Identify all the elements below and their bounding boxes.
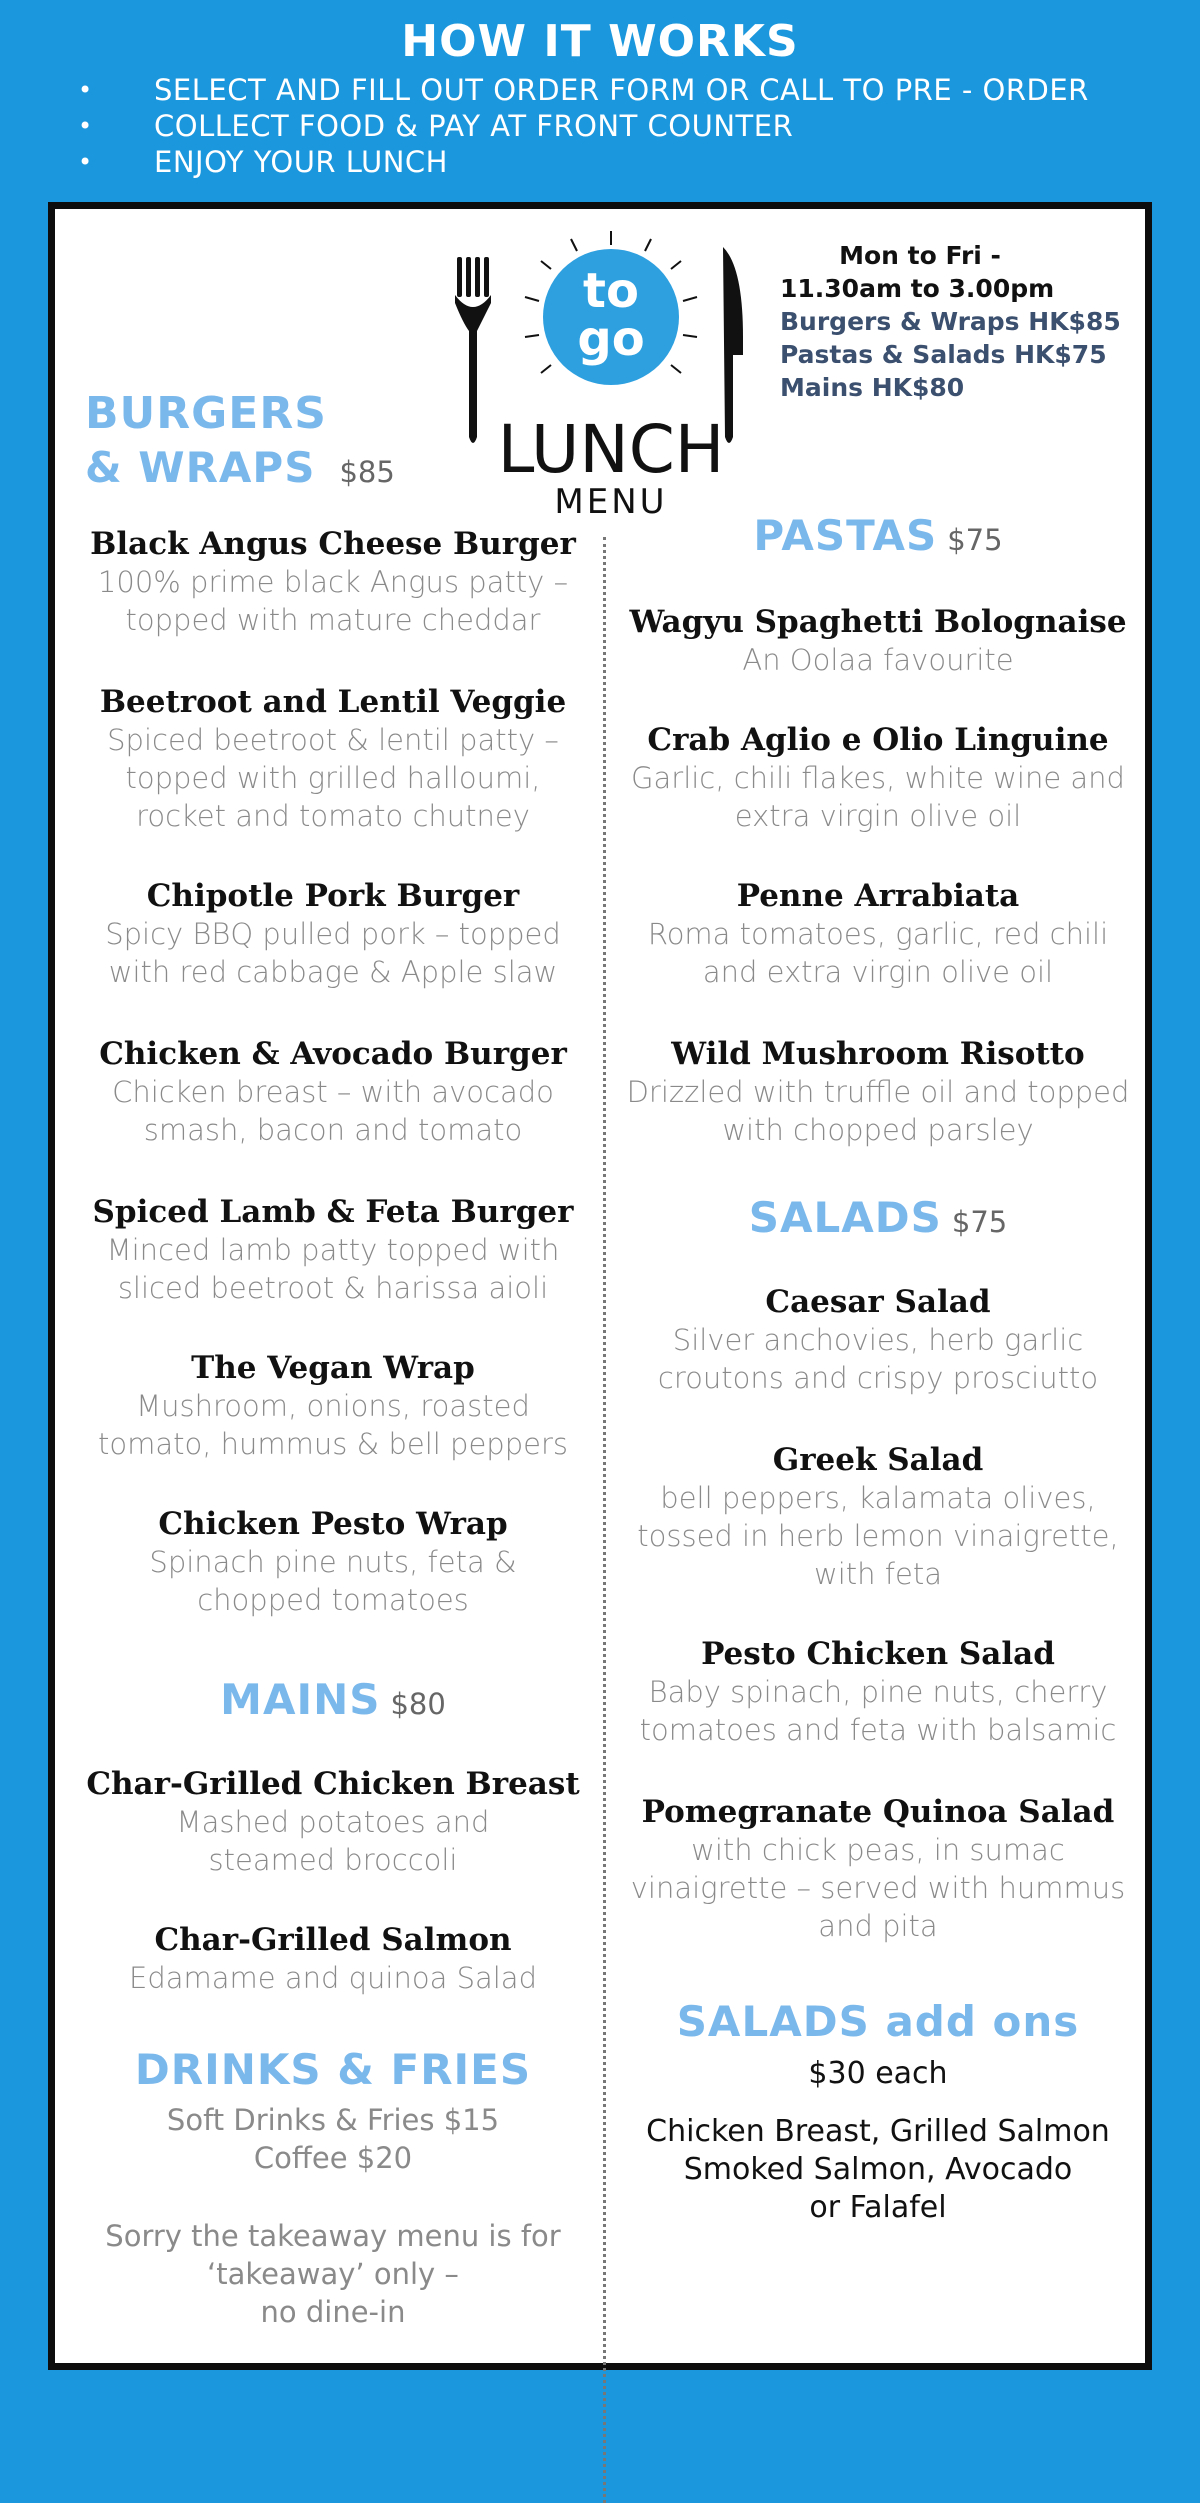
item-desc: Spiced beetroot & lentil patty – [107, 723, 559, 757]
drinks-prices [77, 2101, 589, 2177]
item-name: Char-Grilled Salmon [154, 1922, 512, 1958]
item-desc: Baby spinach, pine nuts, cherry [648, 1675, 1108, 1709]
hours-days: Mon to Fri - [839, 241, 1001, 270]
menu-item [77, 683, 589, 835]
item-name: Wild Mushroom Risotto [671, 1036, 1085, 1072]
item-name: Penne Arrabiata [736, 878, 1020, 914]
item-desc: sliced beetroot & harissa aioli [117, 1271, 549, 1305]
step-text: COLLECT FOOD & PAY AT FRONT COUNTER [154, 109, 794, 143]
item-desc: 100% prime black Angus patty – [97, 565, 569, 599]
step-item [78, 144, 1089, 180]
mains-title: MAINS [220, 1675, 381, 1724]
item-desc: bell peppers, kalamata olives, [660, 1481, 1096, 1515]
addons-title: SALADS add ons [676, 1997, 1080, 2046]
menu-item [623, 603, 1133, 679]
item-desc: smash, bacon and tomato [143, 1113, 523, 1147]
addons-list [623, 2113, 1133, 2227]
item-name: Greek Salad [772, 1442, 984, 1478]
item-desc: tomato, hummus & bell peppers [97, 1427, 568, 1461]
left-column [77, 209, 589, 2359]
item-name: The Vegan Wrap [191, 1350, 475, 1386]
price-mains: Mains HK$80 [780, 373, 965, 402]
drinks-line: Soft Drinks & Fries $15 [166, 2103, 500, 2137]
menu-item [77, 1035, 589, 1149]
item-name: Caesar Salad [765, 1284, 991, 1320]
item-desc: with feta [814, 1557, 942, 1591]
item-name: Char-Grilled Chicken Breast [86, 1766, 580, 1802]
item-desc: rocket and tomato chutney [136, 799, 530, 833]
menu-item [623, 1441, 1133, 1593]
item-desc: Roma tomatoes, garlic, red chili [647, 917, 1109, 951]
step-item [78, 108, 1089, 144]
item-name: Wagyu Spaghetti Bolognaise [629, 604, 1127, 640]
mains-price: $80 [390, 1687, 446, 1721]
burgers-price: $85 [339, 455, 395, 489]
item-desc: steamed broccoli [208, 1843, 458, 1877]
addons-line: or Falafel [809, 2190, 947, 2225]
item-desc: with red cabbage & Apple slaw [108, 955, 558, 989]
burgers-title-line1: BURGERS [85, 388, 327, 439]
item-desc: An Oolaa favourite [742, 643, 1014, 677]
step-item [78, 72, 1089, 108]
item-desc: Minced lamb patty topped with [106, 1233, 560, 1267]
salads-price: $75 [951, 1205, 1008, 1239]
item-name: Chicken Pesto Wrap [158, 1506, 508, 1542]
drinks-title: DRINKS & FRIES [134, 2045, 532, 2094]
item-desc: with chopped parsley [722, 1113, 1034, 1147]
steps-list [78, 72, 1089, 180]
logo-menu: MENU [554, 482, 668, 522]
item-desc: Chicken breast – with avocado [112, 1075, 554, 1109]
logo-go: go [577, 311, 645, 367]
item-name: Pomegranate Quinoa Salad [641, 1794, 1115, 1830]
item-name: Chipotle Pork Burger [146, 878, 520, 914]
item-desc: topped with grilled halloumi, [125, 761, 541, 795]
menu-item [77, 525, 589, 639]
item-desc: and pita [818, 1909, 938, 1943]
right-column [623, 209, 1133, 2359]
logo-to: to [583, 263, 639, 319]
item-desc: extra virgin olive oil [734, 799, 1022, 833]
menu-item [77, 1505, 589, 1619]
menu-item [623, 1793, 1133, 1945]
addons-price-text: $30 each [808, 2056, 948, 2091]
step-text: ENJOY YOUR LUNCH [154, 145, 448, 179]
item-desc: topped with mature cheddar [125, 603, 541, 637]
item-desc: vinaigrette – served with hummus [630, 1871, 1126, 1905]
item-desc: Mushroom, onions, roasted [136, 1389, 530, 1423]
item-desc: chopped tomatoes [197, 1583, 469, 1617]
item-desc: Mashed potatoes and [176, 1805, 490, 1839]
addons-price [623, 2055, 1133, 2093]
menu-item [77, 1349, 589, 1463]
logo-lunch: LUNCH [497, 411, 725, 488]
how-it-works-header [0, 0, 1200, 200]
menu-item [623, 721, 1133, 835]
mains-heading [77, 1675, 589, 1724]
note-line: no dine-in [260, 2295, 406, 2329]
menu-item [77, 1193, 589, 1307]
item-name: Beetroot and Lentil Veggie [99, 684, 567, 720]
menu-card [48, 202, 1152, 2370]
addons-line: Smoked Salmon, Avocado [683, 2152, 1073, 2187]
drinks-heading [77, 2045, 589, 2094]
bullet-icon: • [78, 112, 93, 140]
addons-line: Chicken Breast, Grilled Salmon [646, 2114, 1110, 2149]
item-name: Chicken & Avocado Burger [99, 1036, 567, 1072]
menu-item [623, 1635, 1133, 1749]
menu-item [77, 1765, 589, 1879]
note-line: Sorry the takeaway menu is for [105, 2219, 561, 2253]
price-burgers-wraps: Burgers & Wraps HK$85 [780, 307, 1121, 336]
item-desc: with chick peas, in sumac [691, 1833, 1065, 1867]
item-desc: tossed in herb lemon vinaigrette, [637, 1519, 1119, 1553]
bullet-icon: • [78, 76, 93, 104]
menu-item [77, 1921, 589, 1997]
hours-time: 11.30am to 3.00pm [780, 274, 1055, 303]
price-pastas-salads: Pastas & Salads HK$75 [780, 340, 1107, 369]
how-it-works-title: HOW IT WORKS [401, 16, 799, 67]
item-desc: Silver anchovies, herb garlic [672, 1323, 1084, 1357]
item-desc: Spicy BBQ pulled pork – topped [105, 917, 561, 951]
step-text: SELECT AND FILL OUT ORDER FORM OR CALL TO PRE - ORDER [154, 73, 1089, 107]
note-line: ‘takeaway’ only – [207, 2257, 459, 2291]
salad-addons-heading [623, 1997, 1133, 2046]
burgers-title-line2: & WRAPS [85, 443, 316, 492]
drinks-line: Coffee $20 [253, 2141, 413, 2175]
pastas-heading [623, 511, 1133, 560]
menu-item [77, 877, 589, 991]
item-desc: Drizzled with truffle oil and topped [626, 1075, 1130, 1109]
item-desc: and extra virgin olive oil [702, 955, 1054, 989]
item-name: Spiced Lamb & Feta Burger [92, 1194, 574, 1230]
pastas-price: $75 [947, 523, 1003, 557]
item-desc: croutons and crispy prosciutto [657, 1361, 1099, 1395]
item-name: Pesto Chicken Salad [701, 1636, 1055, 1672]
pastas-title: PASTAS [753, 511, 938, 560]
item-desc: Garlic, chili flakes, white wine and [631, 761, 1125, 795]
menu-item [623, 1283, 1133, 1397]
bullet-icon: • [78, 148, 93, 176]
column-divider [603, 537, 606, 2503]
item-desc: Spinach pine nuts, feta & [149, 1545, 517, 1579]
item-desc: tomatoes and feta with balsamic [639, 1713, 1117, 1747]
salads-title: SALADS [748, 1193, 942, 1242]
menu-item [623, 1035, 1133, 1149]
item-name: Black Angus Cheese Burger [90, 526, 576, 562]
menu-item [623, 877, 1133, 991]
item-name: Crab Aglio e Olio Linguine [647, 722, 1109, 758]
item-desc: Edamame and quinoa Salad [129, 1961, 537, 1995]
takeaway-note [77, 2217, 589, 2331]
salads-heading [623, 1193, 1133, 1242]
